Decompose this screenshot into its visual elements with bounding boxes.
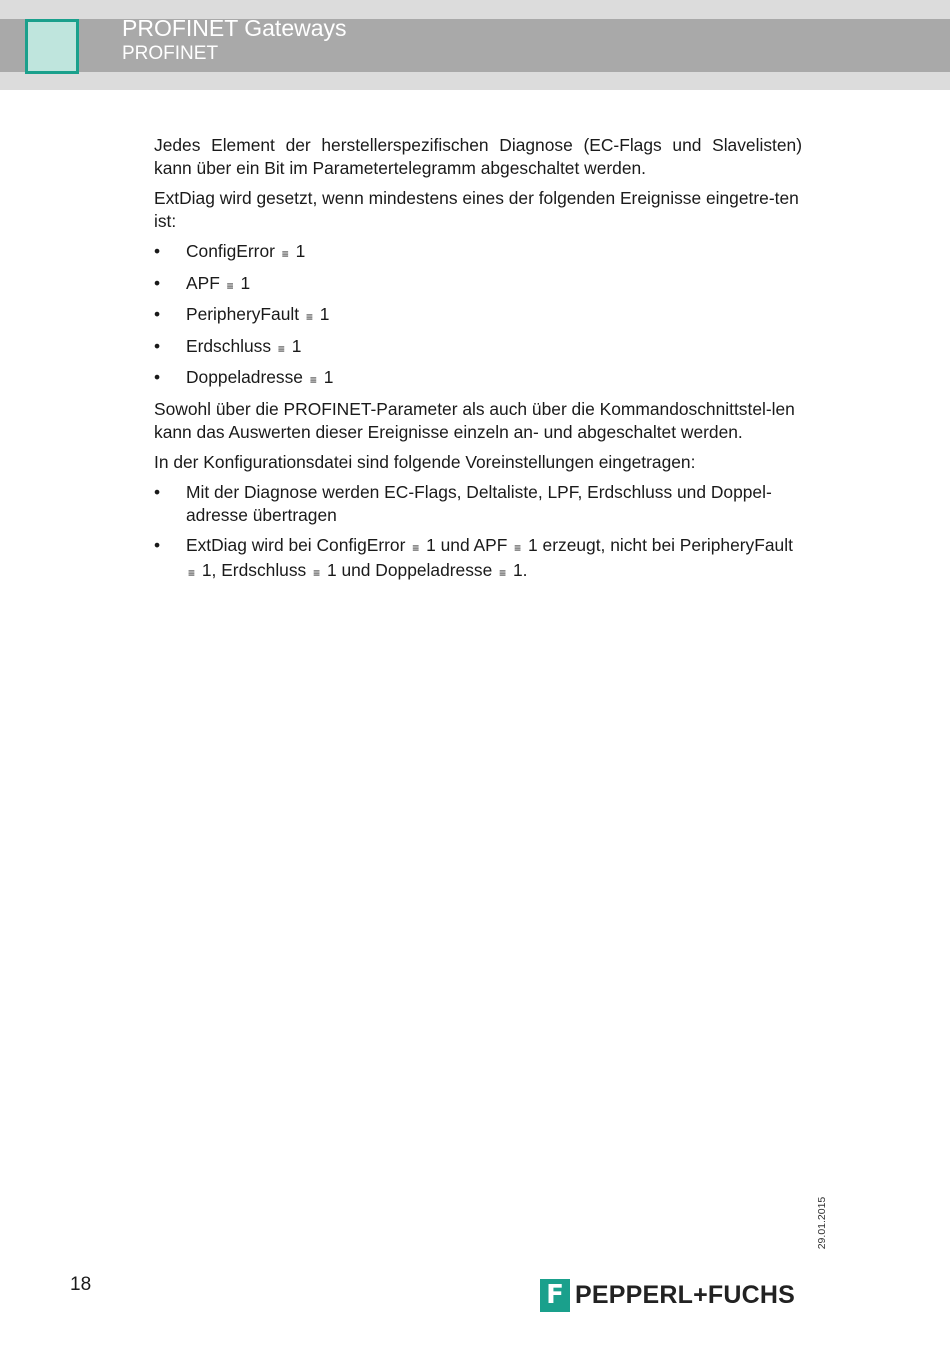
event-name: Erdschluss xyxy=(186,335,272,356)
defaults-text-part: 1 und Doppeladresse xyxy=(326,559,493,580)
date-stamp: 29.01.2015 xyxy=(816,1196,828,1250)
brand-logo xyxy=(540,1278,795,1312)
event-value: 1 xyxy=(323,367,334,387)
defaults-text-part: 1. xyxy=(513,559,528,580)
document-body xyxy=(154,134,802,591)
event-value: 1 xyxy=(240,272,251,293)
defaults-text-part: 1 erzeugt, nicht bei PeripheryFault xyxy=(528,534,793,555)
paragraph-defaults-intro: In der Konfigurationsdatei sind folgende Voreinstellungen eingetragen: xyxy=(154,452,696,472)
event-name: APF xyxy=(186,272,220,293)
equiv-icon: ≡ xyxy=(309,373,317,387)
list-item xyxy=(154,481,802,527)
defaults-text: Mit der Diagnose werden EC-Flags, Deltaliste, LPF, Erdschluss und Doppel-adresse übertragen xyxy=(186,482,772,525)
list-item xyxy=(154,272,802,297)
list-item xyxy=(154,366,802,391)
bullet-icon: • xyxy=(154,272,161,293)
brand-name: PEPPERL+FUCHS xyxy=(575,1280,796,1309)
list-item xyxy=(154,240,802,265)
equiv-icon: ≡ xyxy=(281,247,289,261)
equiv-icon: ≡ xyxy=(226,278,234,293)
paragraph-diagnose: Jedes Element der herstellerspezifischen Diagnose (EC-Flags und Slavelisten) kann über ein Bit im Parametertelegramm abgeschaltet werden. xyxy=(154,135,802,178)
section-marker-icon xyxy=(25,19,79,74)
equiv-icon: ≡ xyxy=(277,341,285,356)
header-subtitle: PROFINET xyxy=(122,43,219,64)
defaults-text-part: ExtDiag wird bei ConfigError xyxy=(186,534,406,555)
event-value: 1 xyxy=(295,241,306,261)
defaults-list xyxy=(154,481,802,584)
bullet-icon: • xyxy=(154,534,161,555)
header-bottom-strip xyxy=(0,72,950,90)
event-value: 1 xyxy=(319,304,330,324)
event-value: 1 xyxy=(291,335,302,356)
equiv-icon: ≡ xyxy=(313,565,321,580)
paragraph-extdiag: ExtDiag wird gesetzt, wenn mindestens eines der folgenden Ereignisse eingetre-ten ist: xyxy=(154,188,799,231)
bullet-icon: • xyxy=(154,241,161,261)
defaults-text-part: 1, Erdschluss xyxy=(201,559,307,580)
event-name: Doppeladresse xyxy=(186,367,303,387)
bullet-icon: • xyxy=(154,367,161,387)
list-item xyxy=(154,335,802,360)
event-list xyxy=(154,240,802,391)
list-item xyxy=(154,534,802,584)
event-name: PeripheryFault xyxy=(186,304,300,324)
list-item xyxy=(154,303,802,328)
paragraph-parameters: Sowohl über die PROFINET-Parameter als auch über die Kommandoschnittstel-len kann das Auswerten dieser Ereignisse einzeln an- und abgeschaltet werden. xyxy=(154,399,795,442)
event-name: ConfigError xyxy=(186,241,275,261)
defaults-text-part: 1 und APF xyxy=(426,534,508,555)
equiv-icon: ≡ xyxy=(412,540,420,555)
page-number: 18 xyxy=(70,1274,92,1295)
bullet-icon: • xyxy=(154,482,161,502)
equiv-icon: ≡ xyxy=(305,310,313,324)
bullet-icon: • xyxy=(154,335,161,356)
equiv-icon: ≡ xyxy=(499,565,507,580)
header-title: PROFINET Gateways xyxy=(122,15,347,41)
bullet-icon: • xyxy=(154,304,161,324)
equiv-icon: ≡ xyxy=(188,565,196,580)
brand-mark-icon: F xyxy=(540,1279,570,1312)
equiv-icon: ≡ xyxy=(514,540,522,555)
